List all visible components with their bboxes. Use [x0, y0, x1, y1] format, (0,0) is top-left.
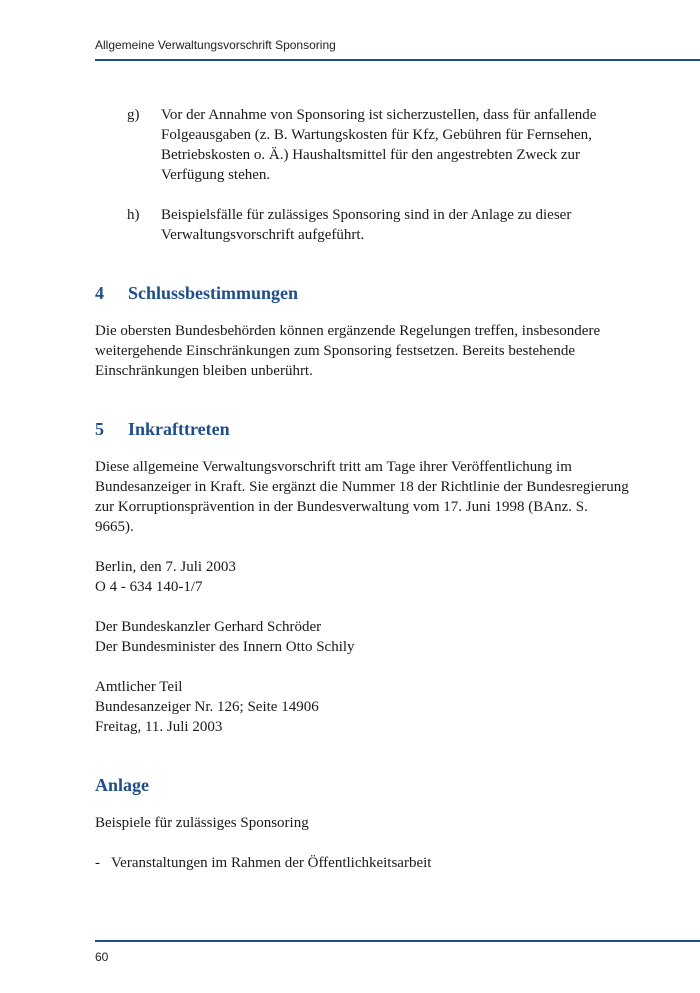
section-number: 5 [95, 419, 104, 439]
signer-minister: Der Bundesminister des Innern Otto Schily [95, 639, 355, 655]
date-line: Berlin, den 7. Juli 2003 [95, 559, 236, 575]
section-number: 4 [95, 283, 104, 303]
section-4-body: Die obersten Bundesbehörden können ergänzende Regelungen treffen, insbesondere weitergehende Einschränkungen zum Sponsoring festsetzen. Bereits bestehende Einschränkungen bleiben unberührt. [95, 323, 601, 379]
header-rule [95, 59, 700, 61]
section-heading-4 [95, 281, 630, 305]
running-header: Allgemeine Verwaltungsvorschrift Sponsoring [95, 38, 336, 52]
publication-date: Freitag, 11. Juli 2003 [95, 719, 223, 735]
item-text: Vor der Annahme von Sponsoring ist sicherzustellen, dass für anfallende Folgeausgaben (z. B. Wartungskosten für Kfz, Gebühren für Fernsehen, Betriebskosten o. Ä.) Haushaltsmittel für den angestrebten Zweck zur Verfügung stehen. [161, 107, 597, 183]
section-5-body: Diese allgemeine Verwaltungsvorschrift tritt am Tage ihrer Veröffentlichung im Bundesanzeiger in Kraft. Sie ergänzt die Nummer 18 der Richtlinie der Bundesregierung zur Korruptionsprävention in der Bundesverwaltung vom 17. Juni 1998 (BAnz. S. 9665). [95, 459, 629, 535]
list-item [95, 853, 630, 873]
item-text: Beispielsfälle für zulässiges Sponsoring sind in der Anlage zu dieser Verwaltungsvorschrift aufgeführt. [161, 207, 572, 243]
list-item-h [95, 205, 630, 245]
anlage-intro: Beispiele für zulässiges Sponsoring [95, 815, 309, 831]
publication-section: Amtlicher Teil [95, 679, 183, 695]
anlage-heading: Anlage [95, 775, 149, 795]
list-item-g [95, 105, 630, 185]
section-title: Inkrafttreten [128, 419, 230, 439]
page-body [95, 105, 630, 873]
dash-marker: - [95, 855, 100, 871]
item-label: g) [127, 107, 140, 123]
item-label: h) [127, 207, 140, 223]
reference-line: O 4 - 634 140-1/7 [95, 579, 203, 595]
footer-rule [95, 940, 700, 942]
section-title: Schlussbestimmungen [128, 283, 299, 303]
publication-issue: Bundesanzeiger Nr. 126; Seite 14906 [95, 699, 319, 715]
list-item-text: Veranstaltungen im Rahmen der Öffentlichkeitsarbeit [111, 855, 432, 871]
page-number: 60 [95, 950, 109, 964]
section-heading-5 [95, 417, 630, 441]
signer-chancellor: Der Bundeskanzler Gerhard Schröder [95, 619, 322, 635]
